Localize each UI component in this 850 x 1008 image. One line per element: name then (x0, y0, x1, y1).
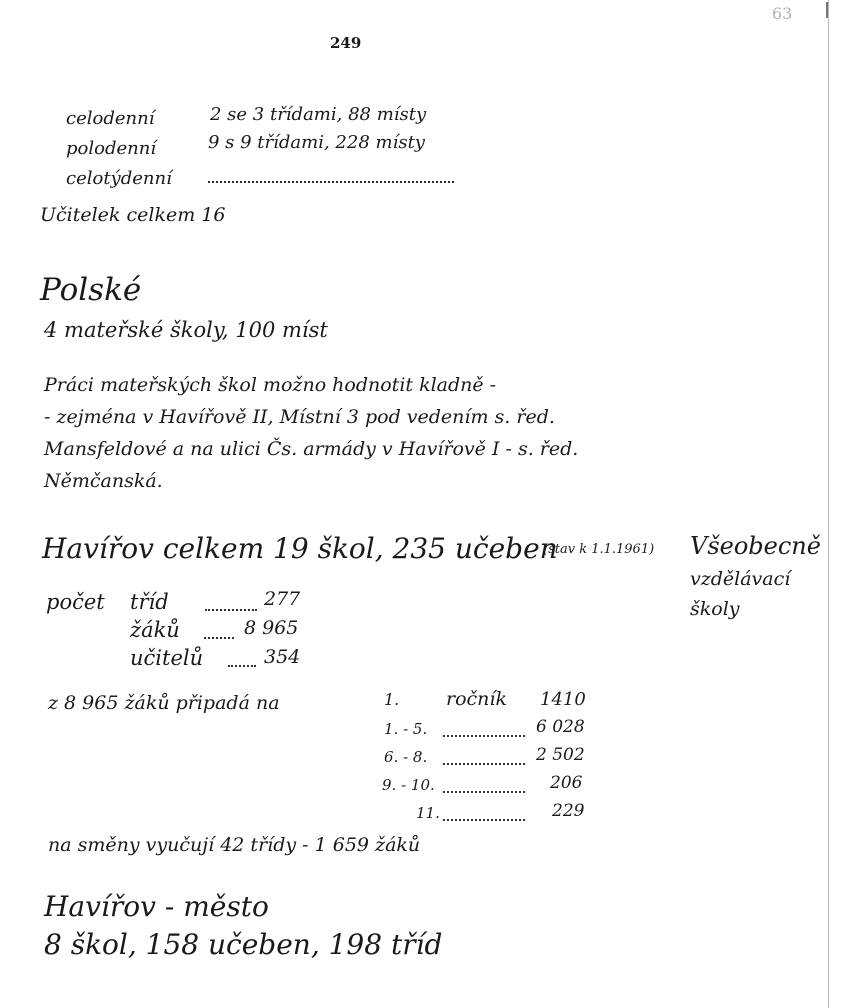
celotydenni-label: celotýdenní (66, 168, 172, 189)
breakdown-grade-5: 11. (416, 804, 440, 822)
polske-paragraph-line-3: Mansfeldové a na ulici Čs. armády v Havířově I - s. řed. (44, 438, 579, 460)
right-margin-line (828, 0, 829, 1008)
havirov-heading: Havířov celkem 19 škol, 235 učeben (42, 532, 558, 565)
count-value-trid: 277 (264, 588, 301, 610)
count-value-zaku: 8 965 (244, 617, 299, 639)
breakdown-intro: z 8 965 žáků připadá na (48, 692, 280, 714)
side-note-line-3: školy (690, 598, 740, 620)
margin-tick (826, 2, 828, 18)
havirov-heading-note: (stav k 1.1.1961) (543, 542, 655, 557)
breakdown-grade-4: 9. - 10. (382, 776, 435, 794)
polodenni-value: 9 s 9 třídami, 228 místy (208, 132, 425, 153)
breakdown-grade-3: 6. - 8. (384, 748, 428, 766)
polske-paragraph-line-4: Němčanská. (44, 470, 163, 492)
mesto-summary: 8 škol, 158 učeben, 198 tříd (44, 928, 443, 961)
count-dots-trid (205, 609, 257, 611)
count-label-trid: tříd (130, 590, 169, 614)
count-dots-ucitelu (228, 665, 256, 667)
side-note-line-1: Všeobecně (690, 532, 821, 560)
breakdown-dots-5 (443, 819, 525, 821)
mesto-heading: Havířov - město (44, 890, 269, 923)
pocet-label: počet (46, 590, 105, 614)
polske-heading: Polské (40, 272, 142, 308)
breakdown-value-3: 2 502 (536, 745, 585, 765)
breakdown-value-4: 206 (550, 773, 583, 793)
breakdown-value-5: 229 (552, 801, 585, 821)
shifts-line: na směny vyučují 42 třídy - 1 659 žáků (48, 834, 421, 856)
polske-schools: 4 mateřské školy, 100 míst (44, 318, 328, 342)
breakdown-value-2: 6 028 (536, 717, 585, 737)
breakdown-dots-2 (443, 735, 525, 737)
breakdown-dots-3 (443, 763, 525, 765)
polske-paragraph-line-1: Práci mateřských škol možno hodnotit kladně - (44, 374, 497, 396)
breakdown-dots-4 (443, 791, 525, 793)
count-label-zaku: žáků (130, 618, 180, 642)
breakdown-grade-2: 1. - 5. (384, 720, 428, 738)
breakdown-value-1: 1410 (540, 689, 586, 710)
polodenni-label: polodenní (66, 138, 157, 159)
celodenni-value: 2 se 3 třídami, 88 místy (210, 104, 427, 125)
celodenni-label: celodenní (66, 108, 155, 129)
side-note-line-2: vzdělávací (690, 568, 791, 590)
count-value-ucitelu: 354 (264, 646, 301, 668)
corner-mark: 63 (772, 4, 793, 23)
breakdown-grade-1: 1. (384, 690, 400, 709)
page-number: 249 (330, 34, 362, 52)
ucitelek-total: Učitelek celkem 16 (40, 204, 226, 226)
celotydenni-dots (208, 181, 454, 183)
polske-paragraph-line-2: - zejména v Havířově II, Místní 3 pod vedením s. řed. (44, 406, 555, 428)
breakdown-suffix-1: ročník (446, 688, 507, 710)
count-label-ucitelu: učitelů (130, 646, 204, 670)
count-dots-zaku (204, 637, 234, 639)
